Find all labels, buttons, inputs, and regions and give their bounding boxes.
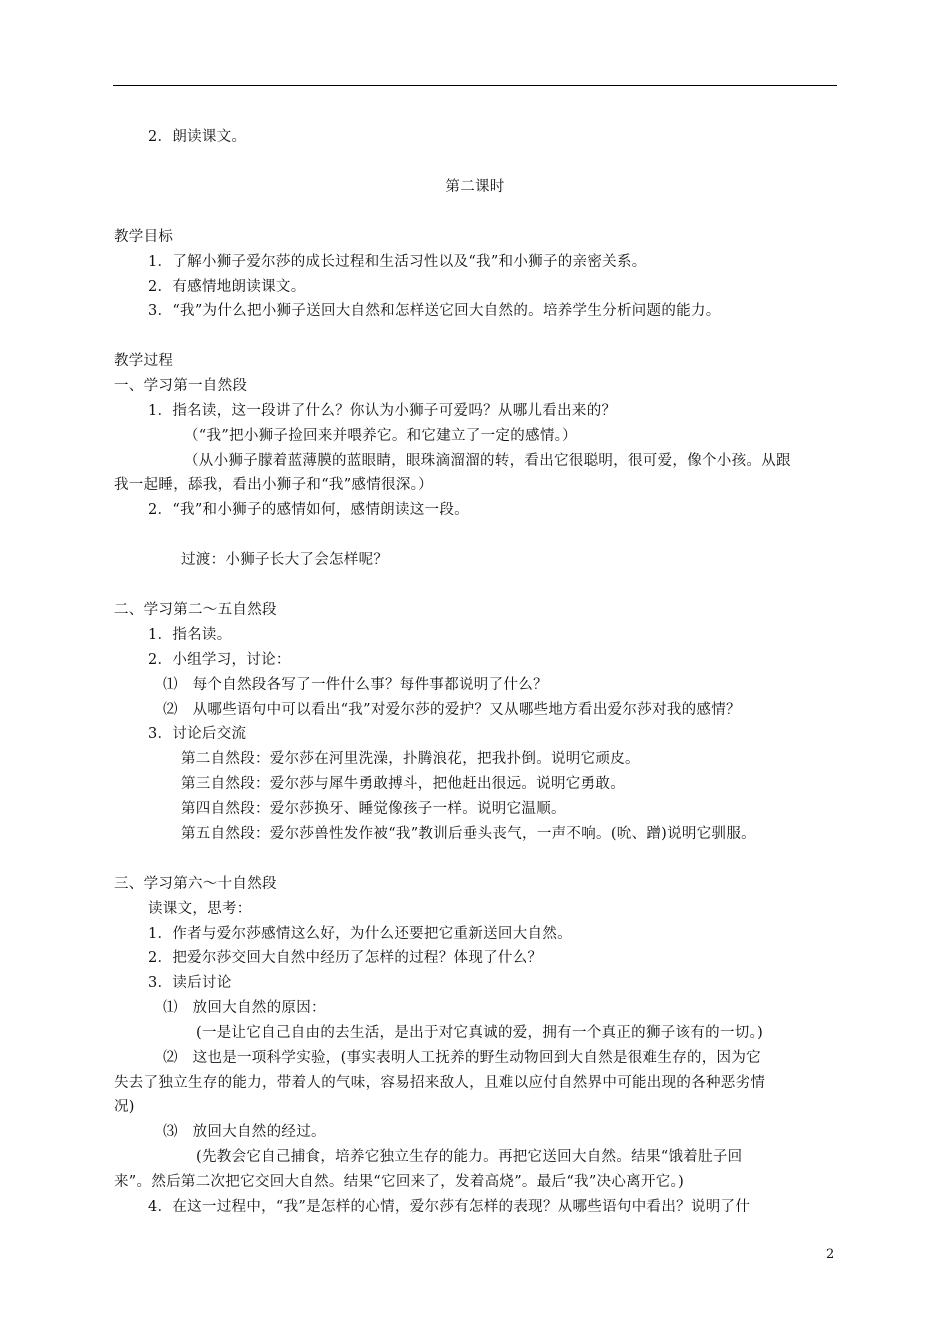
text-line: ⑴ 放回大自然的原因： <box>163 1000 326 1016</box>
text-line: 3．读后讨论 <box>148 975 232 991</box>
text-line: 2．有感情地朗读课文。 <box>148 279 306 295</box>
heading: 三、学习第六～十自然段 <box>114 876 277 892</box>
text-line: 我一起睡，舔我，看出小狮子和“我”感情很深。） <box>114 477 433 493</box>
heading: 一、学习第一自然段 <box>114 378 248 394</box>
text-line: 第二自然段：爱尔莎在河里洗澡，扑腾浪花，把我扑倒。说明它顽皮。 <box>181 751 640 767</box>
text-line: 4．在这一过程中，“我”是怎样的心情，爱尔莎有怎样的表现？从哪些语句中看出？说明了什 <box>148 1199 751 1215</box>
text-line: (先教会它自己捕食，培养它独立生存的能力。再把它送回大自然。结果“饿着肚子回 <box>196 1149 743 1165</box>
text-line: ⑶ 放回大自然的经过。 <box>163 1124 326 1140</box>
section-title: 第二课时 <box>445 179 505 195</box>
text-line: 第五自然段：爱尔莎兽性发作被“我”教训后垂头丧气，一声不响。(吮、蹭)说明它驯服。 <box>181 826 756 842</box>
text-line: 1．指名读，这一段讲了什么？你认为小狮子可爱吗？从哪儿看出来的？ <box>148 403 617 419</box>
page-number: 2 <box>826 1247 835 1262</box>
text-line: 况) <box>114 1099 135 1115</box>
heading: 教学过程 <box>114 353 174 369</box>
text-line: 3．“我”为什么把小狮子送回大自然和怎样送它回大自然的。培养学生分析问题的能力。 <box>148 303 721 319</box>
text-line: 2．朗读课文。 <box>148 129 247 145</box>
text-line: 1．了解小狮子爱尔莎的成长过程和生活习性以及“我”和小狮子的亲密关系。 <box>148 254 647 270</box>
text-line: 读课文，思考： <box>148 901 252 917</box>
text-line: ⑵ 从哪些语句中可以看出“我”对爱尔莎的爱护？又从哪些地方看出爱尔莎对我的感情？ <box>163 702 741 718</box>
text-line: 失去了独立生存的能力，带着人的气味，容易招来敌人，且难以应付自然界中可能出现的各种恶劣情 <box>114 1075 766 1091</box>
text-line: (一是让它自己自由的去生活，是出于对它真诚的爱，拥有一个真正的狮子该有的一切。) <box>196 1025 764 1041</box>
text-line: 1．指名读。 <box>148 627 232 643</box>
text-line: ⑴ 每个自然段各写了一件什么事？每件事都说明了什么？ <box>163 677 548 693</box>
text-line: 2．把爱尔莎交回大自然中经历了怎样的过程？体现了什么？ <box>148 950 543 966</box>
text-line: 来”。然后第二次把它交回大自然。结果“它回来了，发着高烧”。最后“我”决心离开它。) <box>114 1174 685 1190</box>
text-line: 1．作者与爱尔莎感情这么好，为什么还要把它重新送回大自然。 <box>148 926 572 942</box>
text-line: 2．小组学习，讨论： <box>148 652 291 668</box>
text-line: 第三自然段：爱尔莎与犀牛勇敢搏斗，把他赶出很远。说明它勇敢。 <box>181 776 625 792</box>
text-line: 2．“我”和小狮子的感情如何，感情朗读这一段。 <box>148 502 469 518</box>
text-line: 过渡：小狮子长大了会怎样呢？ <box>181 552 389 568</box>
text-line: 第四自然段：爱尔莎换牙、睡觉像孩子一样。说明它温顺。 <box>181 801 566 817</box>
text-line: （从小狮子朦着蓝薄膜的蓝眼睛，眼珠滴溜溜的转，看出它很聪明，很可爱，像个小孩。从跟 <box>184 453 791 469</box>
text-line: （“我”把小狮子捡回来并喂养它。和它建立了一定的感情。） <box>184 428 577 444</box>
heading: 二、学习第二～五自然段 <box>114 602 277 618</box>
text-line: 3．讨论后交流 <box>148 726 247 742</box>
text-line: ⑵ 这也是一项科学实验，(事实表明人工抚养的野生动物回到大自然是很难生存的，因为它 <box>163 1050 761 1066</box>
heading: 教学目标 <box>114 229 174 245</box>
header-rule <box>113 85 837 86</box>
